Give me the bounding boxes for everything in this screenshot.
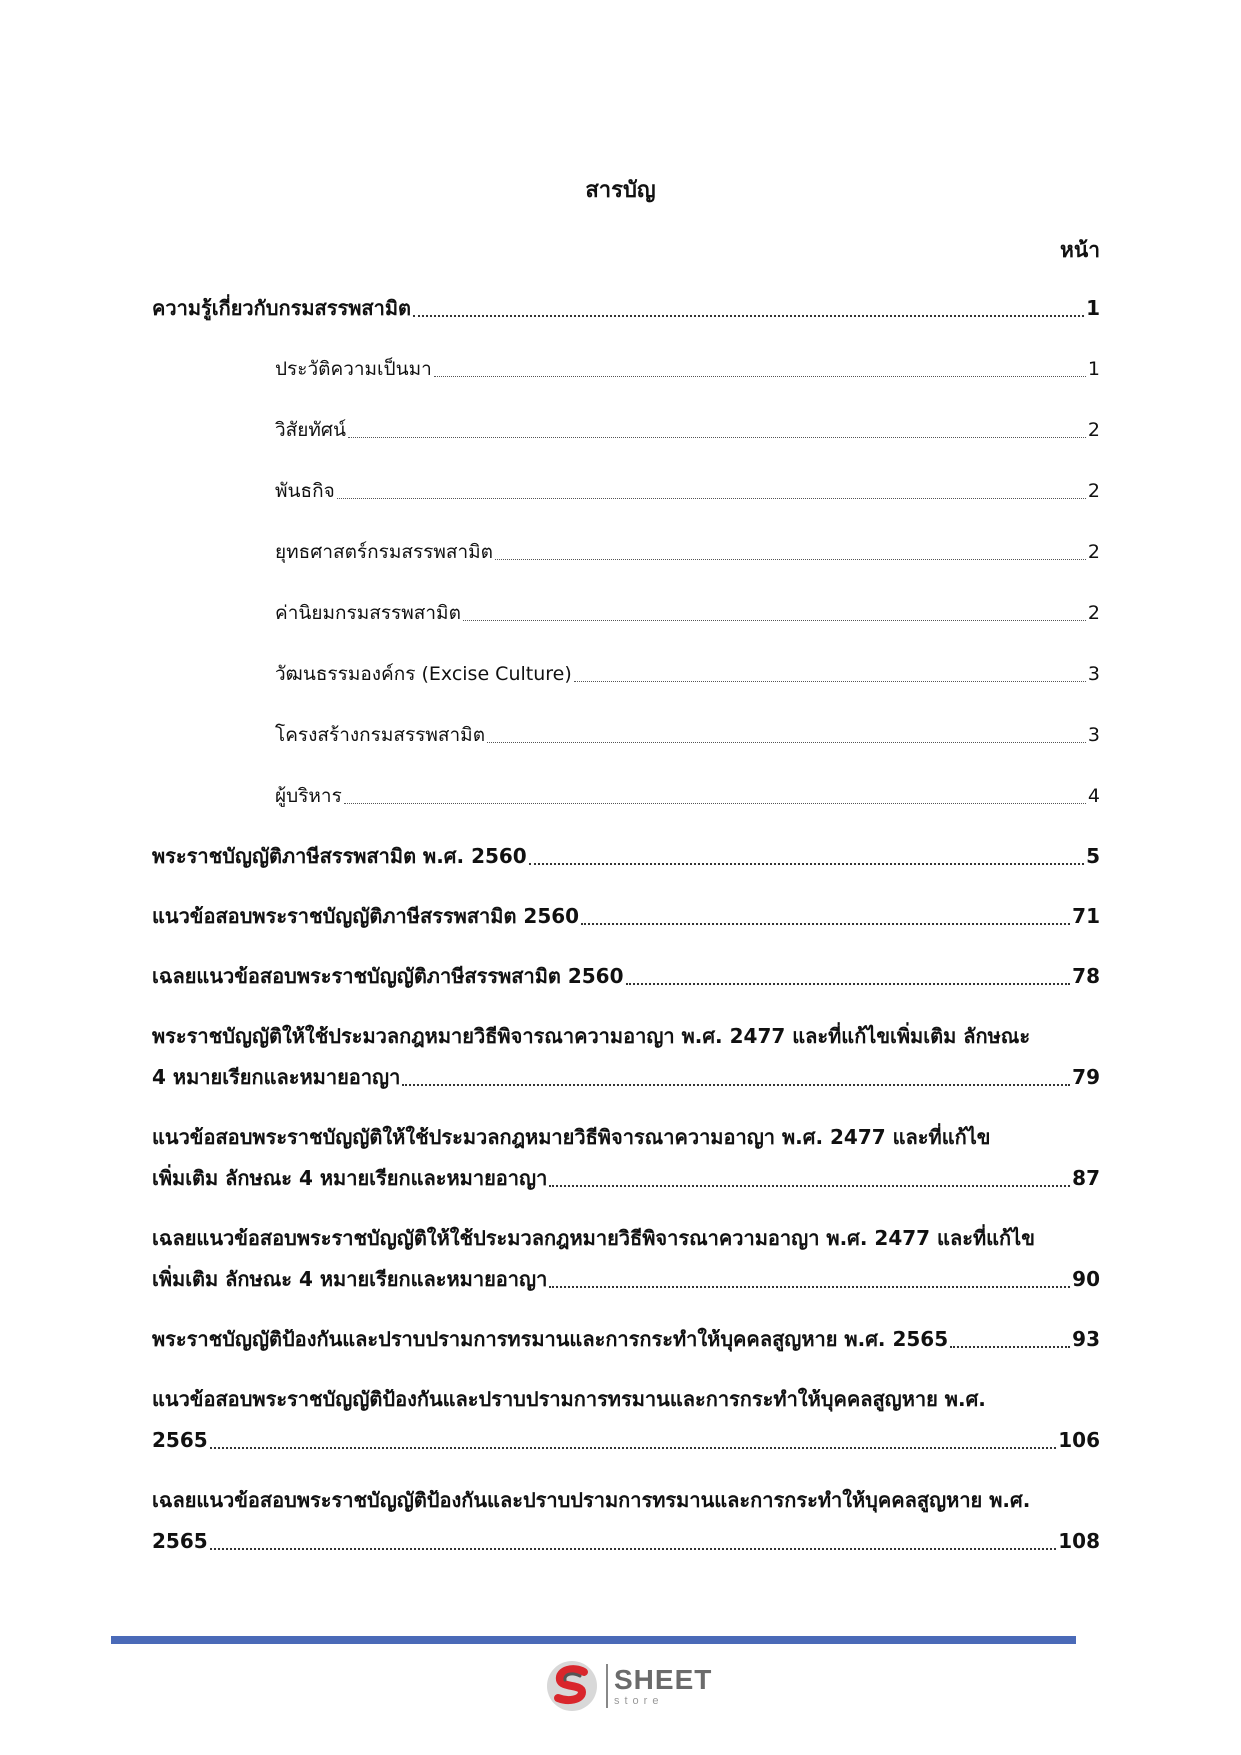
toc-entry-title: 4 หมายเรียกและหมายอาญา xyxy=(152,1065,401,1089)
toc-entry xyxy=(152,1016,1100,1098)
toc-entry-title: แนวข้อสอบพระราชบัญญัติภาษีสรรพสามิต 2560 xyxy=(152,904,580,928)
toc-page-number: 4 xyxy=(1087,785,1100,807)
toc-page-number: 106 xyxy=(1058,1428,1100,1452)
toc-entry-title: ยุทธศาสตร์กรมสรรพสามิต xyxy=(275,541,494,563)
dot-leader xyxy=(348,437,1086,438)
toc-entry-title: พระราชบัญญัติให้ใช้ประมวลกฎหมายวิธีพิจารณาความอาญา พ.ศ. 2477 และที่แก้ไขเพิ่มเติม ลักษณะ xyxy=(152,1024,1031,1048)
toc-entry-title: เฉลยแนวข้อสอบพระราชบัญญัติป้องกันและปราบปรามการทรมานและการกระทำให้บุคคลสูญหาย พ.ศ. xyxy=(152,1488,1031,1512)
page-title: สารบัญ xyxy=(585,178,656,203)
toc-entry-title: ผู้บริหาร xyxy=(275,785,342,807)
toc-entry xyxy=(152,1218,1100,1300)
toc-entry-title: พระราชบัญญัติภาษีสรรพสามิต พ.ศ. 2560 xyxy=(152,844,527,868)
toc-page-number: 1 xyxy=(1087,358,1100,380)
toc-page-number: 2 xyxy=(1087,419,1100,441)
toc-entry-title: 2565 xyxy=(152,1529,208,1553)
toc-entry-title: ความรู้เกี่ยวกับกรมสรรพสามิต xyxy=(152,296,411,320)
sheet-logo-icon xyxy=(544,1658,600,1714)
toc-entry-title: พระราชบัญญัติป้องกันและปราบปรามการทรมานและการกระทำให้บุคคลสูญหาย พ.ศ. 2565 xyxy=(152,1327,949,1351)
dot-leader xyxy=(626,983,1071,985)
toc-page-number: 2 xyxy=(1087,480,1100,502)
toc-page-number: 2 xyxy=(1087,541,1100,563)
toc-page-number: 108 xyxy=(1058,1529,1100,1553)
toc-entry-title: เพิ่มเติม ลักษณะ 4 หมายเรียกและหมายอาญา xyxy=(152,1166,548,1190)
dot-leader xyxy=(402,1084,1070,1086)
dot-leader xyxy=(529,863,1084,865)
toc-entry xyxy=(152,956,1100,997)
toc-entry-title: พันธกิจ xyxy=(275,480,335,502)
dot-leader xyxy=(210,1447,1057,1449)
toc-entry-title: วิสัยทัศน์ xyxy=(275,419,346,441)
toc-page-number: 2 xyxy=(1087,602,1100,624)
toc-entry-title: โครงสร้างกรมสรรพสามิต xyxy=(275,724,486,746)
dot-leader xyxy=(463,620,1086,621)
toc-entry xyxy=(152,593,1100,634)
toc-entry xyxy=(152,715,1100,756)
toc-entry-title: แนวข้อสอบพระราชบัญญัติให้ใช้ประมวลกฎหมายวิธีพิจารณาความอาญา พ.ศ. 2477 และที่แก้ไข xyxy=(152,1125,991,1149)
toc-entry xyxy=(152,532,1100,573)
dot-leader xyxy=(210,1548,1057,1550)
sheet-store-logo xyxy=(544,1658,712,1714)
footer-divider xyxy=(111,1636,1076,1644)
toc-entry xyxy=(152,1117,1100,1199)
dot-leader xyxy=(495,559,1086,560)
dot-leader xyxy=(413,315,1084,317)
toc-page-number: 78 xyxy=(1072,964,1100,988)
toc-page-number: 79 xyxy=(1072,1065,1100,1089)
logo-sub-text: store xyxy=(614,1694,664,1707)
toc-entry xyxy=(152,1319,1100,1360)
toc-page-number: 71 xyxy=(1072,904,1100,928)
toc-entry xyxy=(152,1379,1100,1461)
dot-leader xyxy=(549,1185,1070,1187)
logo-main-text: SHEET xyxy=(614,1663,713,1695)
dot-leader xyxy=(581,923,1070,925)
dot-leader xyxy=(337,498,1086,499)
toc-entry-title: ประวัติความเป็นมา xyxy=(275,358,432,380)
toc-entry xyxy=(152,288,1100,329)
toc-entry xyxy=(152,471,1100,512)
toc-entry-title: 2565 xyxy=(152,1428,208,1452)
toc-entry xyxy=(152,1480,1100,1562)
toc-entry xyxy=(152,776,1100,817)
toc-page-number: 3 xyxy=(1087,663,1100,685)
toc-entry-title: ค่านิยมกรมสรรพสามิต xyxy=(275,602,461,624)
toc-entry xyxy=(152,896,1100,937)
toc-entry xyxy=(152,349,1100,390)
toc-page-number: 87 xyxy=(1072,1166,1100,1190)
dot-leader xyxy=(487,742,1086,743)
toc-entry xyxy=(152,654,1100,695)
toc-page-number: 5 xyxy=(1086,844,1100,868)
logo-separator xyxy=(606,1664,608,1708)
dot-leader xyxy=(950,1346,1070,1348)
toc-entry xyxy=(152,836,1100,877)
toc-entry-title: แนวข้อสอบพระราชบัญญัติป้องกันและปราบปรามการทรมานและการกระทำให้บุคคลสูญหาย พ.ศ. xyxy=(152,1387,986,1411)
toc-entry-title: เฉลยแนวข้อสอบพระราชบัญญัติภาษีสรรพสามิต 2560 xyxy=(152,964,624,988)
toc-page-number: 3 xyxy=(1087,724,1100,746)
toc-entry-title: เฉลยแนวข้อสอบพระราชบัญญัติให้ใช้ประมวลกฎหมายวิธีพิจารณาความอาญา พ.ศ. 2477 และที่แก้ไข xyxy=(152,1226,1035,1250)
table-of-contents xyxy=(152,288,1100,1562)
page-column-header: หน้า xyxy=(1060,238,1100,262)
dot-leader xyxy=(434,376,1086,377)
toc-entry-title: วัฒนธรรมองค์กร (Excise Culture) xyxy=(275,663,572,685)
dot-leader xyxy=(574,681,1086,682)
toc-entry-title: เพิ่มเติม ลักษณะ 4 หมายเรียกและหมายอาญา xyxy=(152,1267,548,1291)
toc-page-number: 1 xyxy=(1086,296,1100,320)
dot-leader xyxy=(549,1286,1070,1288)
toc-entry xyxy=(152,410,1100,451)
toc-page-number: 93 xyxy=(1072,1327,1100,1351)
dot-leader xyxy=(344,803,1086,804)
toc-page-number: 90 xyxy=(1072,1267,1100,1291)
